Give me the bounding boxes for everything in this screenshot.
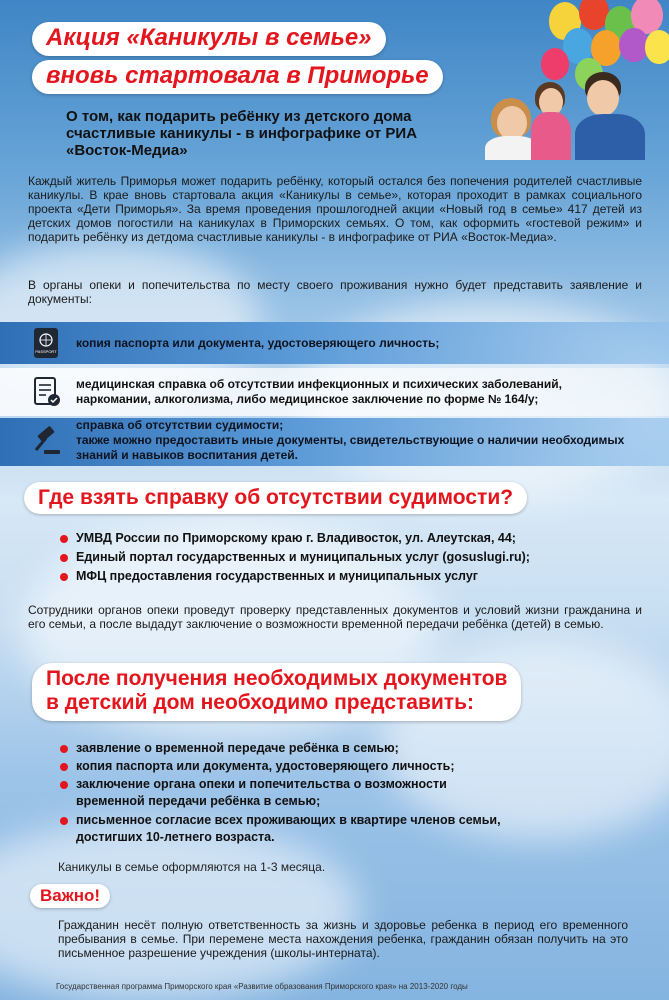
section-title-line-2: в детский дом необходимо представить:	[46, 691, 474, 714]
important-text: Гражданин несёт полную ответственность за жизнь и здоровье ребенка в период его временного пребывания в семье. При перемене места нахождения ребенка, гражданин обязан получить на это письменное разрешение учреждения (школы-интерната).	[58, 918, 628, 960]
doc-text: медицинская справка об отсутствии инфекционных и психических заболеваний, наркомании, алкоголизма, либо медицинское заключение по форме № 164/у;	[76, 377, 562, 406]
list-item: Единый портал государственных и муниципальных услуг (gosuslugi.ru);	[76, 549, 530, 566]
section-title-children-home	[32, 663, 521, 721]
passport-label: PASSPORT	[35, 349, 57, 354]
list-item: копия паспорта или документа, удостоверяющего личность;	[76, 758, 455, 775]
title-line-2: вновь стартовала в Приморье	[32, 60, 443, 94]
medical-document-icon	[28, 374, 64, 410]
bullet-icon	[60, 535, 68, 543]
passport-icon	[28, 325, 64, 361]
bullet-icon	[60, 817, 68, 825]
doc-item-criminal-record	[0, 418, 669, 466]
list-item: заключение органа опеки и попечительства о возможности временной передачи ребёнка в семью;	[76, 776, 447, 810]
family-balloons-image	[479, 0, 669, 160]
main-title	[32, 22, 443, 98]
footer-program: Государственная программа Приморского края «Развитие образования Приморского края» на 2013-2020 годы	[56, 982, 468, 991]
verification-note: Сотрудники органов опеки проведут проверку представленных документов и условий жизни гражданина и его семьи, а после выдадут заключение о возможности временной передачи ребёнка (детей) в семью.	[28, 603, 642, 631]
list-item: УМВД России по Приморскому краю г. Владивосток, ул. Алеутская, 44;	[76, 530, 516, 547]
doc-item-medical	[0, 368, 669, 416]
list-item: МФЦ предоставления государственных и муниципальных услуг	[76, 568, 478, 585]
gavel-icon	[28, 424, 64, 460]
docs-intro-paragraph: В органы опеки и попечительства по месту своего проживания нужно будет представить заявление и документы:	[28, 278, 642, 306]
title-line-1: Акция «Каникулы в семье»	[32, 22, 386, 56]
bullet-icon	[60, 554, 68, 562]
bullet-icon	[60, 745, 68, 753]
section-title-line-1: После получения необходимых документов	[46, 667, 508, 690]
bullet-icon	[60, 573, 68, 581]
bullet-icon	[60, 763, 68, 771]
intro-paragraph: Каждый житель Приморья может подарить ребёнку, который остался без попечения родителей счастливые каникулы. В крае вновь стартовала акция «Каникулы в семье», которая проходит в рамках социального проекта «Дети Приморья». За время проведения прошлогодней акции «Новый год в семье» 417 детей из детских домов погостили на каникулах в Приморских семьях. О том, как оформить «гостевой режим» и подарить ребёнку из детдома счастливые каникулы - в инфографике от РИА «Восток-Медиа».	[28, 174, 642, 244]
bullet-icon	[60, 781, 68, 789]
cloud-decoration	[0, 820, 360, 1000]
duration-note: Каникулы в семье оформляются на 1-3 месяца.	[58, 860, 326, 874]
subtitle: О том, как подарить ребёнку из детского дома счастливые каникулы - в инфографике от РИА «Восток-Медиа»	[66, 108, 418, 159]
important-title: Важно!	[30, 884, 110, 908]
list-item: заявление о временной передаче ребёнка в семью;	[76, 740, 399, 757]
section-title-criminal-record: Где взять справку об отсутствии судимости?	[24, 482, 527, 514]
doc-item-passport	[0, 322, 669, 364]
doc-text: справка об отсутствии судимости; также можно предоставить иные документы, свидетельствующие о наличии необходимых знаний и навыков воспитания детей.	[76, 418, 625, 462]
doc-text: копия паспорта или документа, удостоверяющего личность;	[76, 336, 440, 350]
list-item: письменное согласие всех проживающих в квартире членов семьи, достигших 10-летнего возраста.	[76, 812, 501, 846]
